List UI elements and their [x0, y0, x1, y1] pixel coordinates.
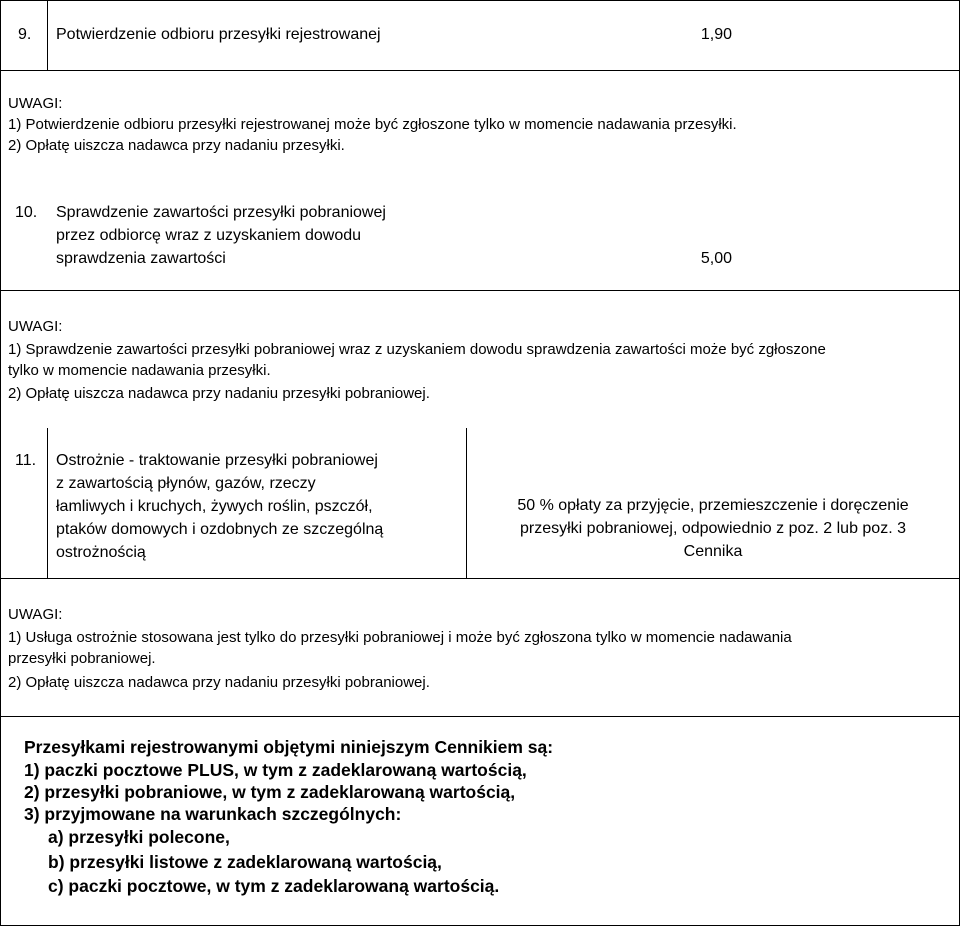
row-10-note-2: tylko w momencie nadawania przesyłki.: [8, 362, 271, 379]
notes-11-divider: [0, 716, 960, 717]
row-10-price: 5,00: [700, 250, 732, 267]
row-10-note-1: 1) Sprawdzenie zawartości przesyłki pobraniowej wraz z uzyskaniem dowodu sprawdzenia zawartości może być zgłoszone: [8, 341, 826, 358]
row-9-description: Potwierdzenie odbioru przesyłki rejestrowanej: [56, 26, 381, 43]
row-11-price-sep: [466, 428, 467, 578]
summary-item-1: 1) paczki pocztowe PLUS, w tym z zadeklarowaną wartością,: [24, 760, 527, 780]
row-9-divider: [0, 70, 960, 71]
summary-subitem-a: a) przesyłki polecone,: [48, 827, 230, 847]
row-11-notes-title: UWAGI:: [8, 606, 63, 623]
row-11-description-line-4: ptaków domowych i ozdobnych ze szczególną: [56, 521, 384, 538]
row-9-number: 9.: [18, 26, 32, 43]
row-11-note-1: 1) Usługa ostrożnie stosowana jest tylko do przesyłki pobraniowej i może być zgłoszona tylko w momencie nadawania: [8, 629, 792, 646]
row-11-num-sep: [47, 428, 48, 578]
row-10-divider: [0, 290, 960, 291]
row-11-description-line-1: Ostrożnie - traktowanie przesyłki pobraniowej: [56, 452, 378, 469]
row-9-note-2: 2) Opłatę uiszcza nadawca przy nadaniu przesyłki.: [8, 137, 345, 154]
summary-subitem-c: c) paczki pocztowe, w tym z zadeklarowaną wartością.: [48, 876, 500, 896]
row-9-price: 1,90: [700, 26, 732, 43]
row-9-note-1: 1) Potwierdzenie odbioru przesyłki rejestrowanej może być zgłoszone tylko w momencie nadawania przesyłki.: [8, 116, 737, 133]
row-10-description-line-1: Sprawdzenie zawartości przesyłki pobraniowej: [56, 204, 386, 221]
row-11-note-2: przesyłki pobraniowej.: [8, 650, 156, 667]
row-9-notes-title: UWAGI:: [8, 95, 63, 112]
row-11-description-line-3: łamliwych i kruchych, żywych roślin, pszczół,: [56, 498, 373, 515]
row-11-note-3: 2) Opłatę uiszcza nadawca przy nadaniu przesyłki pobraniowej.: [8, 674, 430, 691]
summary-heading: Przesyłkami rejestrowanymi objętymi niniejszym Cennikiem są:: [24, 737, 554, 757]
row-10-note-3: 2) Opłatę uiszcza nadawca przy nadaniu przesyłki pobraniowej.: [8, 385, 430, 402]
row-10-description-line-3: sprawdzenia zawartości: [56, 250, 226, 267]
row-11-number: 11.: [15, 452, 37, 469]
row-11-price-line-3: Cennika: [683, 543, 743, 560]
row-11-price-line-2: przesyłki pobraniowej, odpowiednio z poz. 2 lub poz. 3: [519, 520, 906, 537]
row-10-notes-title: UWAGI:: [8, 318, 63, 335]
row-11-divider: [0, 578, 960, 579]
summary-item-2: 2) przesyłki pobraniowe, w tym z zadeklarowaną wartością,: [24, 782, 516, 802]
row-10-number: 10.: [15, 204, 38, 221]
row-11-price-line-1: 50 % opłaty za przyjęcie, przemieszczenie i doręczenie: [517, 497, 909, 514]
row-10-description-line-2: przez odbiorcę wraz z uzyskaniem dowodu: [56, 227, 362, 244]
summary-item-3: 3) przyjmowane na warunkach szczególnych:: [24, 804, 402, 824]
row-9-num-sep: [47, 0, 48, 70]
summary-subitem-b: b) przesyłki listowe z zadeklarowaną wartością,: [48, 852, 442, 872]
row-11-description-line-5: ostrożnością: [56, 544, 146, 561]
row-11-description-line-2: z zawartością płynów, gazów, rzeczy: [56, 475, 316, 492]
